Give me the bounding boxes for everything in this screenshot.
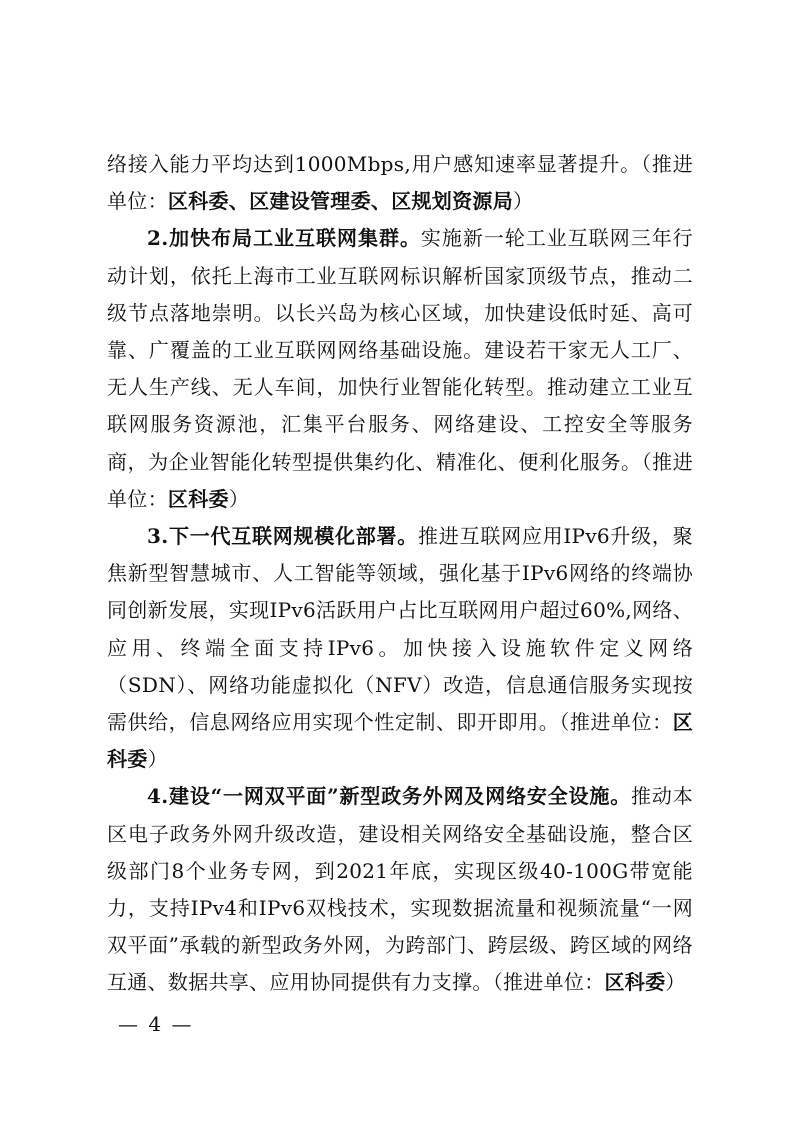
paragraph-1-text: 络接入能力平均达到1000Mbps,用户感知速率显著提升。（推进单位： bbox=[107, 152, 693, 214]
paragraph-4-units: 区科委 bbox=[604, 970, 666, 995]
paragraph-2-text: 实施新一轮工业互联网三年行动计划，依托上海市工业互联网标识解析国家顶级节点，推动二级节点落地崇明。以长兴岛为核心区域，加快建设低时延、高可靠、广覆盖的工业互联网网络基础设施。建设若干家无人工厂、无人生产线、无人车间，加快行业智能化转型。推动建立工业互联网服务资源池，汇集平台服务、网络建设、工控安全等服务商，为企业智能化转型提供集约化、精准化、便利化服务。（推进单位： bbox=[107, 226, 693, 511]
paragraph-4-heading: 4.建设“一网双平面”新型政务外网及网络安全设施。 bbox=[147, 784, 632, 809]
paragraph-2-units: 区科委 bbox=[167, 486, 229, 511]
paragraph-2-heading: 2.加快布局工业互联网集群。 bbox=[147, 226, 421, 251]
paragraph-3-heading: 3.下一代互联网规模化部署。 bbox=[147, 524, 419, 549]
paragraph-1-close: ） bbox=[513, 189, 534, 214]
paragraph-4-close: ） bbox=[665, 970, 686, 995]
paragraph-4 bbox=[107, 778, 693, 1001]
page-number: — 4 — bbox=[118, 1012, 194, 1036]
paragraph-4-text: 推动本区电子政务外网升级改造，建设相关网络安全基础设施，整合区级部门8个业务专网，到2021年底，实现区级40-100G带宽能力，支持IPv4和IPv6双栈技术，实现数据流量和视频流量“一网双平面”承载的新型政务外网，为跨部门、跨层级、跨区域的网络互通、数据共享、应用协同提供有力支撑。（推进单位： bbox=[107, 784, 694, 995]
paragraph-3-close: ） bbox=[147, 747, 168, 772]
paragraph-3-text: 推进互联网应用IPv6升级，聚焦新型智慧城市、人工智能等领域，强化基于IPv6网络的终端协同创新发展，实现IPv6活跃用户占比互联网用户超过60%,网络、应用、终端全面支持IPv6。加快接入设施软件定义网络（SDN）、网络功能虚拟化（NFV）改造，信息通信服务实现按需供给，信息网络应用实现个性定制、即开即用。（推进单位： bbox=[107, 524, 693, 735]
paragraph-3 bbox=[107, 518, 693, 778]
paragraph-3-units: 区科委 bbox=[107, 710, 693, 772]
paragraph-2-close: ） bbox=[228, 486, 250, 511]
document-body bbox=[107, 146, 693, 1002]
paragraph-1 bbox=[107, 146, 693, 220]
paragraph-1-units: 区科委、区建设管理委、区规划资源局 bbox=[167, 189, 514, 214]
paragraph-2 bbox=[107, 220, 693, 518]
